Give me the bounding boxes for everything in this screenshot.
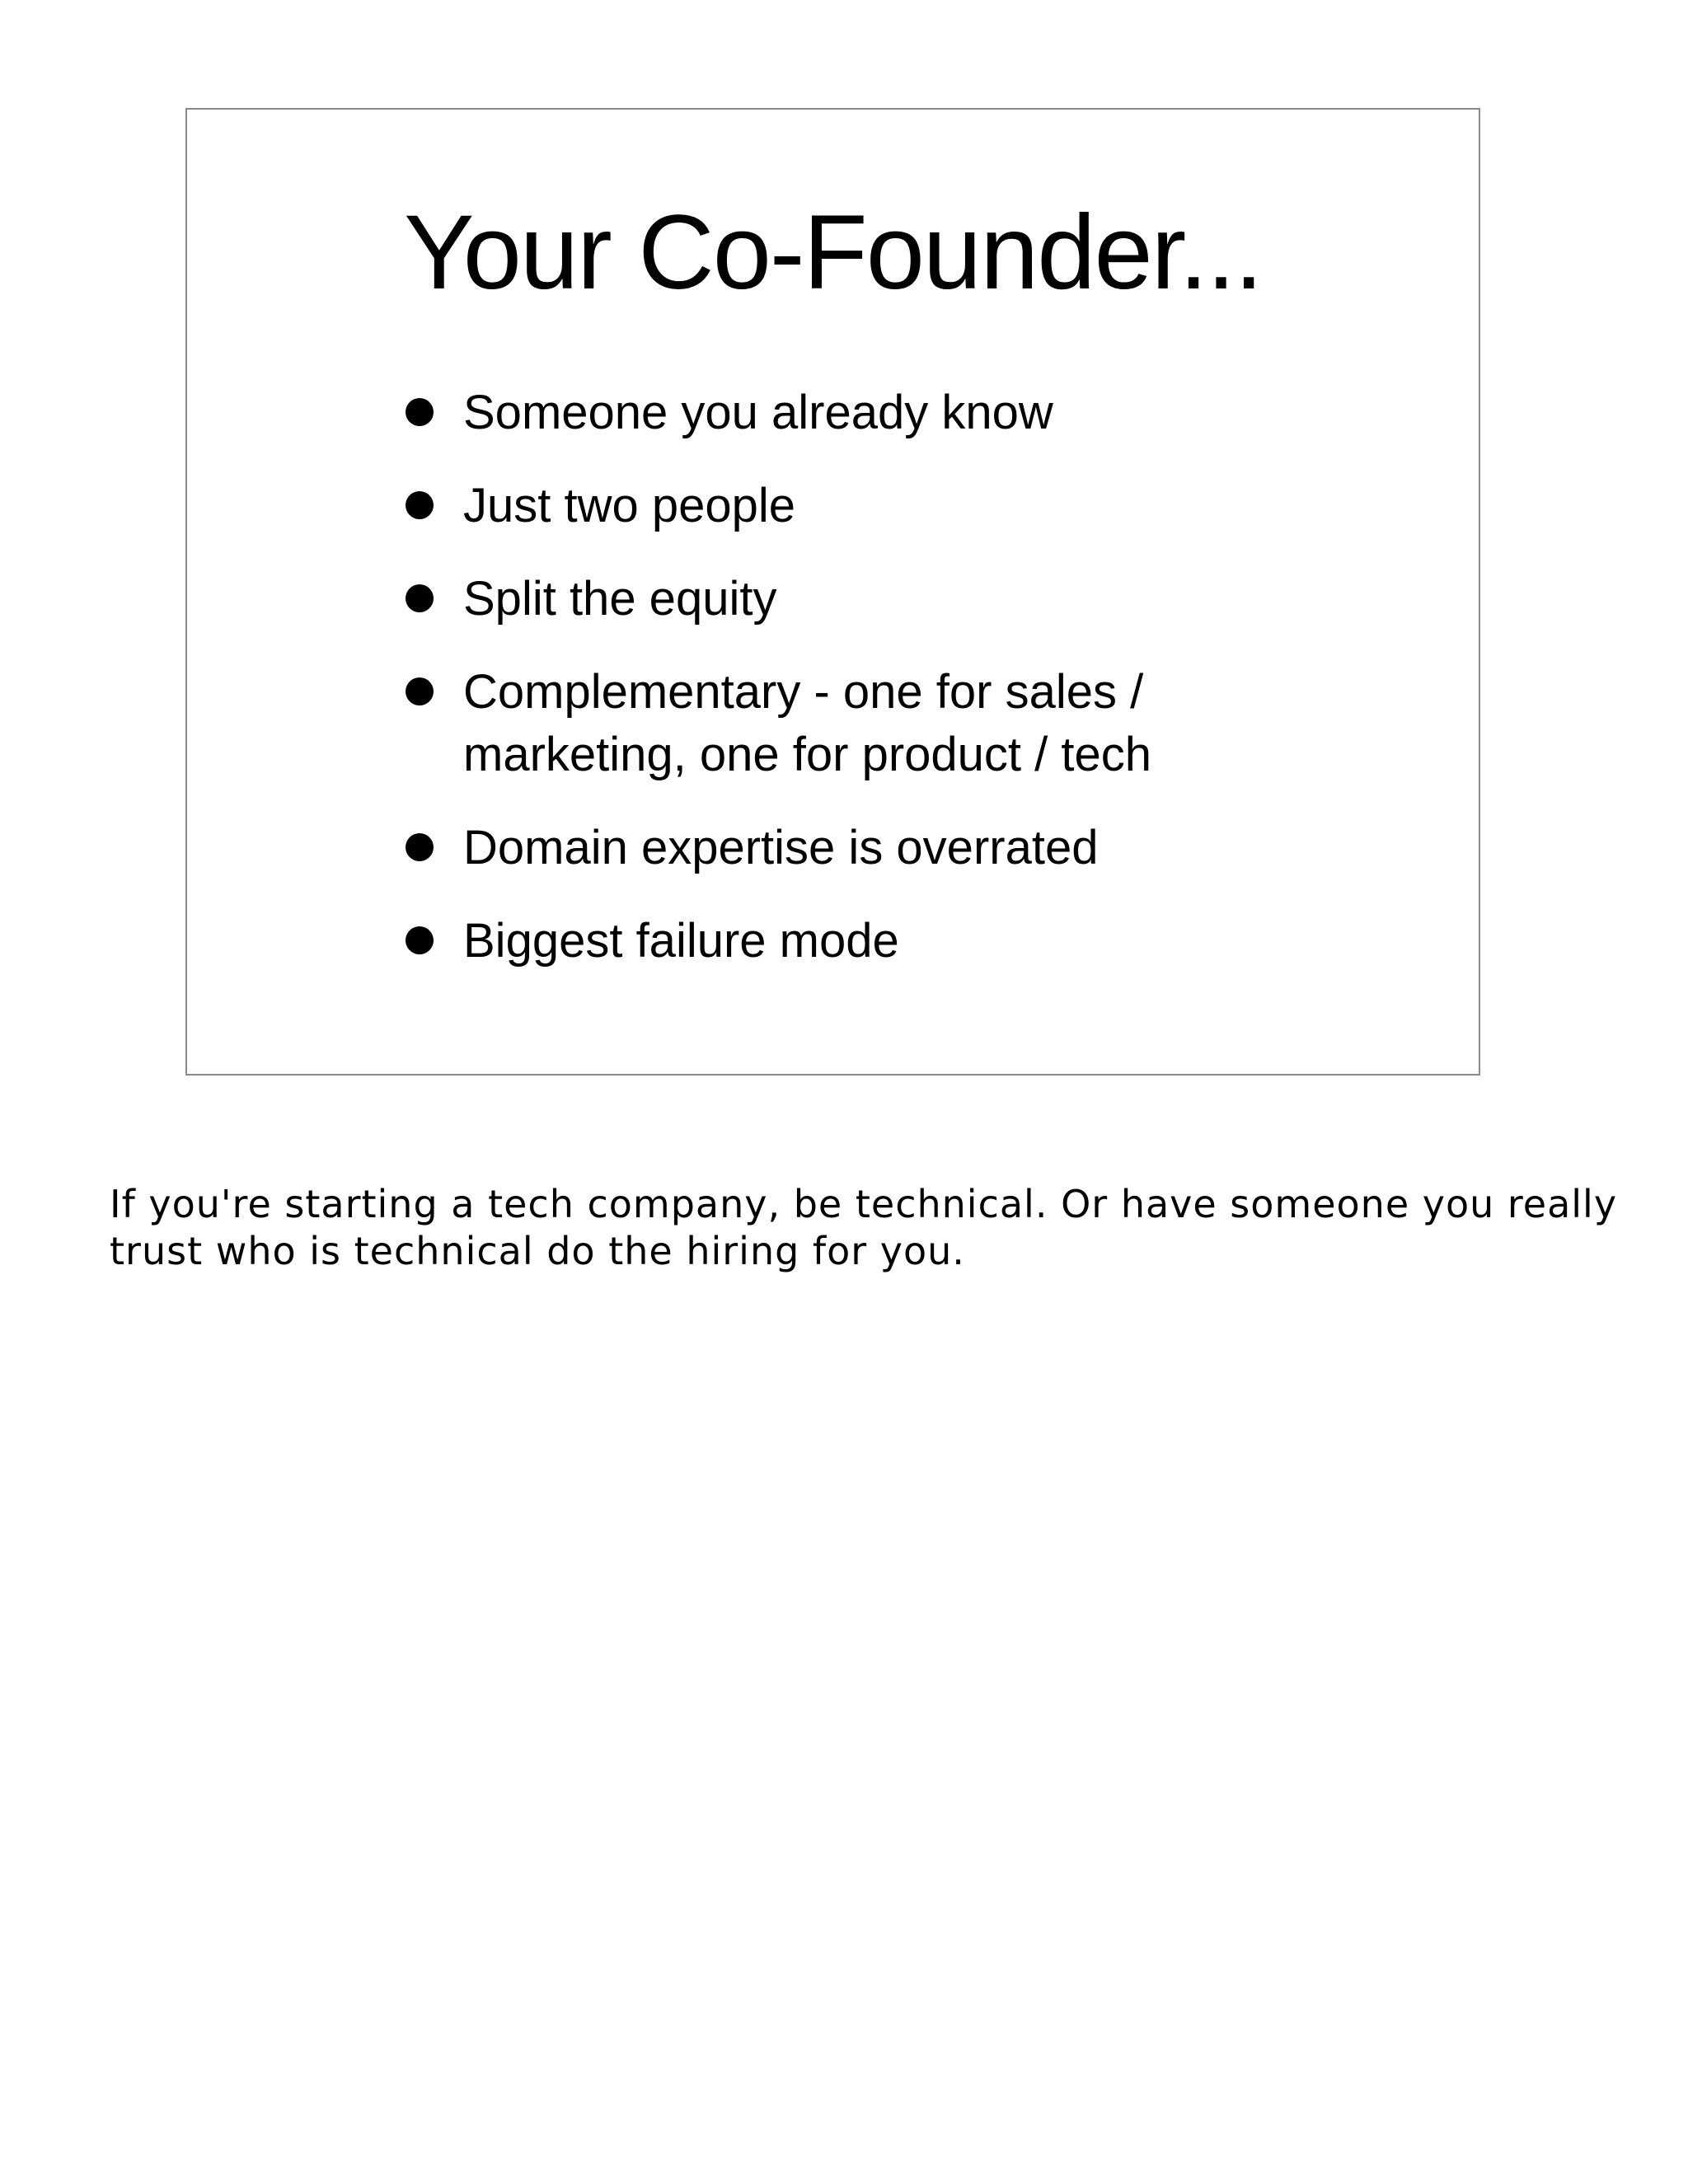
bullet-dot-icon xyxy=(406,491,434,519)
bullet-dot-icon xyxy=(406,677,434,705)
slide-frame xyxy=(185,108,1480,1076)
bullet-dot-icon xyxy=(406,398,434,426)
bullet-dot-icon xyxy=(406,833,434,861)
bullet-item xyxy=(406,382,1395,444)
bullet-text-continued: marketing, one for product / tech xyxy=(463,728,1151,781)
bullet-text: Complementary - one for sales / xyxy=(463,665,1144,719)
speaker-notes xyxy=(110,1181,1618,1275)
bullet-list xyxy=(406,382,1395,1003)
bullet-text: Domain expertise is overrated xyxy=(463,821,1099,874)
bullet-text: Someone you already know xyxy=(463,386,1053,439)
bullet-item xyxy=(406,817,1395,879)
notes-line: trust who is technical do the hiring for you. xyxy=(110,1229,965,1273)
bullet-item xyxy=(406,475,1395,537)
bullet-text: Just two people xyxy=(463,479,796,532)
bullet-text: Split the equity xyxy=(463,572,777,626)
notes-line: If you're starting a tech company, be technical. Or have someone you really xyxy=(110,1182,1618,1226)
bullet-item xyxy=(406,568,1395,630)
bullet-dot-icon xyxy=(406,584,434,612)
bullet-item xyxy=(406,661,1395,786)
bullet-text: Biggest failure mode xyxy=(463,914,899,968)
bullet-item xyxy=(406,910,1395,972)
bullet-dot-icon xyxy=(406,926,434,954)
slide-title: Your Co-Founder... xyxy=(404,194,1262,312)
